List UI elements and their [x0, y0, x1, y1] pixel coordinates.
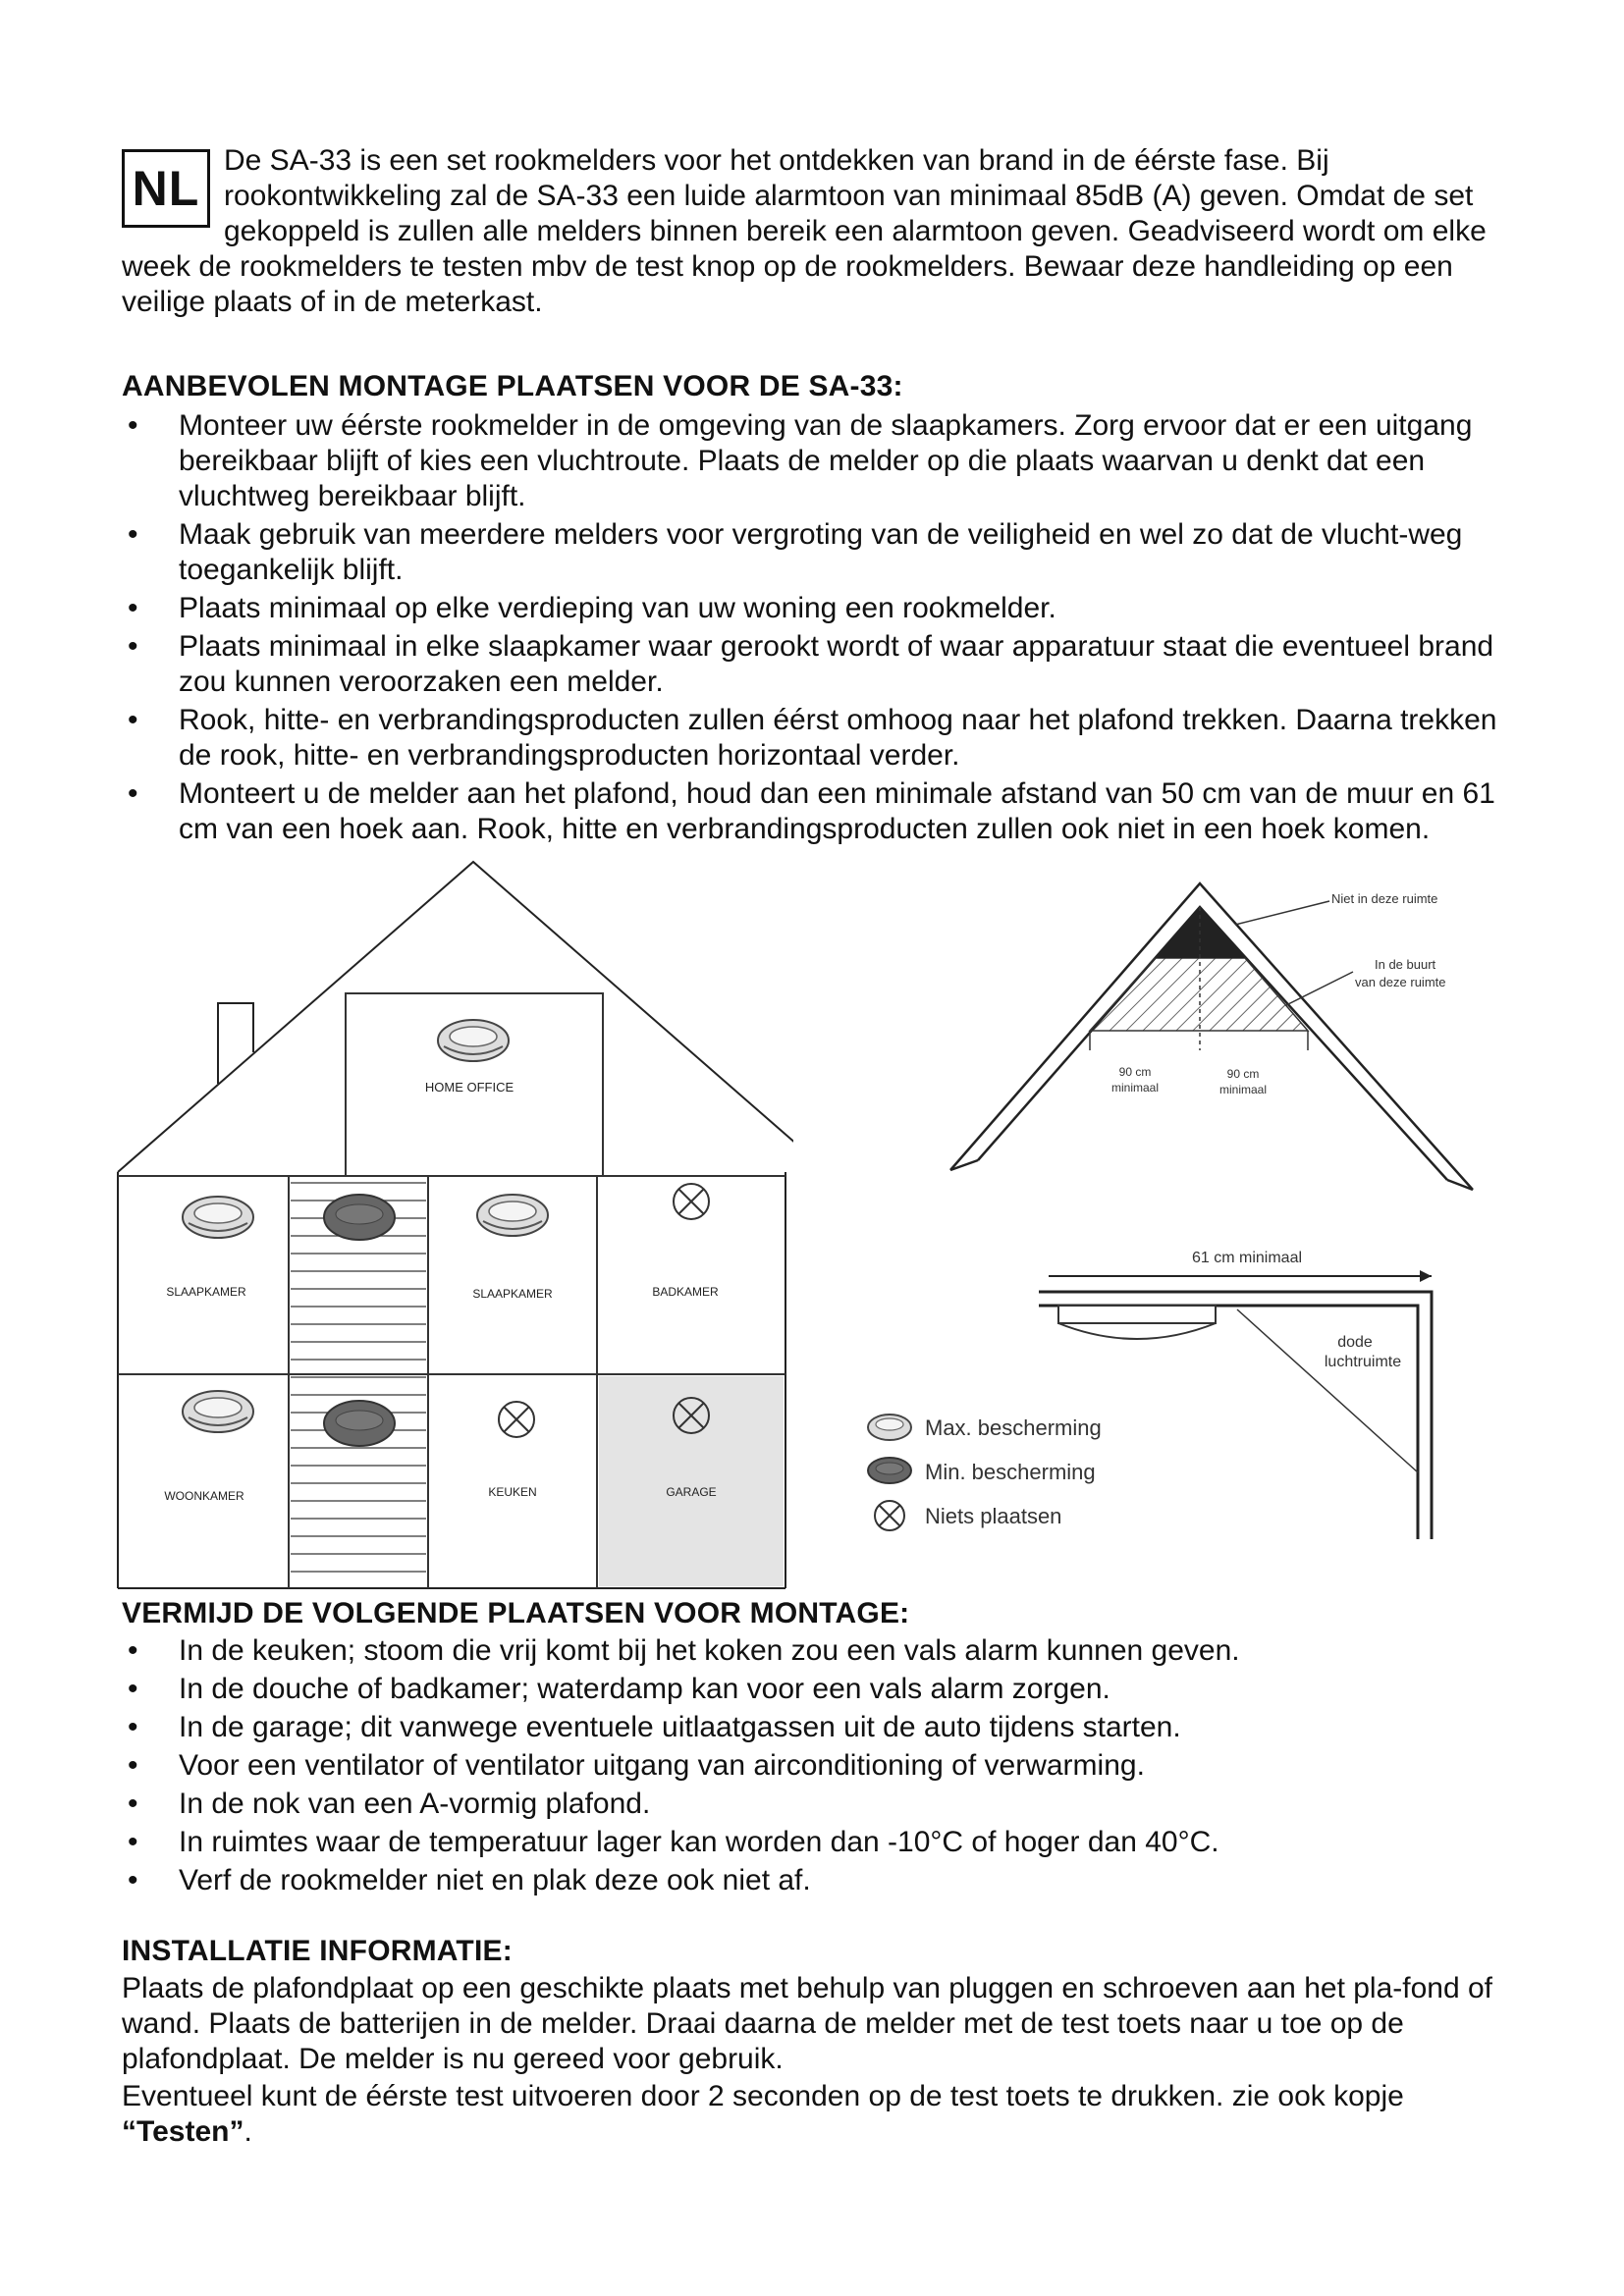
install-heading: INSTALLATIE INFORMATIE:	[122, 1935, 513, 1967]
list-item: • In ruimtes waar de temperatuur lager kan worden dan -10°C of hoger dan 40°C.	[122, 1825, 1516, 1860]
list-item: • Verf de rookmelder niet en plak deze ook niet af.	[122, 1863, 1516, 1898]
corner-dead-2: luchtruimte	[1324, 1354, 1402, 1370]
house-diagram	[116, 856, 793, 1592]
avoid-list	[122, 1633, 1516, 1901]
list-item: • Plaats minimaal in elke slaapkamer waar gerookt wordt of waar apparatuur staat die eventueel brand zou kunnen veroorzaken een melder.	[122, 629, 1516, 700]
roof-callout-near-2: van deze ruimte	[1355, 975, 1446, 989]
roof-dim-left-2: minimaal	[1110, 1081, 1160, 1095]
install-paragraph-1: Plaats de plafondplaat op een geschikte plaats met behulp van pluggen en schroeven aan het pla-fond of wand. Plaats de batterijen in de melder. Draai daarna de melder met de test toets naar u toe op de plafondplaat. De melder is nu gereed voor gebruik.	[122, 1972, 1493, 2075]
list-item: • In de douche of badkamer; waterdamp kan voor een vals alarm zorgen.	[122, 1672, 1516, 1707]
detector-max-icon	[183, 1197, 253, 1238]
house-roof	[118, 862, 793, 1172]
roof-callout-near-1: In de buurt	[1375, 957, 1436, 972]
install-paragraph-2: Eventueel kunt de éérste test uitvoeren door 2 seconden op de test toets te drukken. zie ook kopje “Testen”.	[122, 2080, 1404, 2148]
list-item: • Voor een ventilator of ventilator uitgang van airconditioning of verwarming.	[122, 1748, 1516, 1784]
corner-diagram	[1031, 1227, 1443, 1541]
legend-min-label: Min. bescherming	[925, 1460, 1096, 1484]
roof-dim-right-2: minimaal	[1218, 1083, 1268, 1096]
room-label-kitchen: KEUKEN	[488, 1485, 537, 1499]
garage-shading	[599, 1376, 784, 1586]
no-detector-icon	[499, 1402, 534, 1437]
list-item: • Rook, hitte- en verbrandingsproducten zullen éérst omhoog naar het plafond trekken. Daarna trekken de rook, hitte- en verbrandingsproducten horizontaal verder.	[122, 703, 1516, 774]
legend-none-icon	[875, 1501, 904, 1530]
detector-max-icon	[183, 1391, 253, 1432]
roof-diagram	[943, 864, 1532, 1237]
intro-paragraph	[122, 143, 1506, 320]
testen-link-text: “Testen”	[122, 2115, 244, 2148]
corner-dead-1: dode	[1337, 1334, 1373, 1351]
room-label-bedroom-left: SLAAPKAMER	[166, 1285, 246, 1299]
ceiling-detector-icon	[1058, 1306, 1216, 1339]
corner-dimension: 61 cm minimaal	[1191, 1250, 1303, 1266]
legend-max-icon	[868, 1415, 911, 1440]
list-item: • In de nok van een A-vormig plafond.	[122, 1787, 1516, 1822]
no-detector-icon	[674, 1184, 709, 1219]
roof-dim-right-1: 90 cm	[1226, 1067, 1260, 1081]
room-label-bedroom-right: SLAAPKAMER	[472, 1287, 553, 1301]
detector-min-icon	[324, 1195, 395, 1240]
list-item: • In de garage; dit vanwege eventuele uitlaatgassen uit de auto tijdens starten.	[122, 1710, 1516, 1745]
room-label-garage: GARAGE	[666, 1485, 717, 1499]
roof-callout-not-here: Niet in deze ruimte	[1331, 891, 1438, 906]
legend-none-label: Niets plaatsen	[925, 1504, 1062, 1528]
legend-min-icon	[868, 1458, 911, 1483]
list-item: • Maak gebruik van meerdere melders voor vergroting van de veiligheid en wel zo dat de vlucht-weg toegankelijk blijft.	[122, 517, 1516, 588]
recommended-list	[122, 408, 1516, 850]
room-label-bathroom: BADKAMER	[652, 1285, 719, 1299]
list-item: • Monteert u de melder aan het plafond, houd dan een minimale afstand van 50 cm van de muur en 61 cm van een hoek aan. Rook, hitte en verbrandingsproducten zullen ook niet in een hoek komen.	[122, 776, 1516, 847]
room-label-home-office: HOME OFFICE	[424, 1080, 514, 1095]
room-label-living-room: WOONKAMER	[164, 1489, 244, 1503]
language-badge: NL	[122, 149, 210, 228]
avoid-heading: VERMIJD DE VOLGENDE PLAATSEN VOOR MONTAGE:	[122, 1597, 910, 1629]
roof-dim-left-1: 90 cm	[1118, 1065, 1152, 1079]
legend-max-label: Max. bescherming	[925, 1415, 1102, 1440]
recommended-heading: AANBEVOLEN MONTAGE PLAATSEN VOOR DE SA-33:	[122, 370, 903, 402]
list-item: • Plaats minimaal op elke verdieping van uw woning een rookmelder.	[122, 591, 1516, 626]
detector-max-icon	[477, 1195, 548, 1236]
intro-text: De SA-33 is een set rookmelders voor het ontdekken van brand in de éérste fase. Bij rookontwikkeling zal de SA-33 een luide alarmtoon van minimaal 85dB (A) geven. Omdat de set gekoppeld is zullen alle melders binnen bereik een alarmtoon geven. Geadviseerd wordt om elke week de rookmelders te testen mbv de test knop op de rookmelders. Bewaar deze handleiding op een veilige plaats of in de meterkast.	[122, 144, 1487, 318]
list-item: • In de keuken; stoom die vrij komt bij het koken zou een vals alarm kunnen geven.	[122, 1633, 1516, 1669]
detector-max-icon	[438, 1020, 509, 1061]
detector-min-icon	[324, 1401, 395, 1446]
list-item: • Monteer uw éérste rookmelder in de omgeving van de slaapkamers. Zorg ervoor dat er een uitgang bereikbaar blijft of kies een vluchtroute. Plaats de melder op die plaats waarvan u denkt dat een vluchtweg bereikbaar blijft.	[122, 408, 1516, 514]
chimney	[218, 1003, 253, 1084]
